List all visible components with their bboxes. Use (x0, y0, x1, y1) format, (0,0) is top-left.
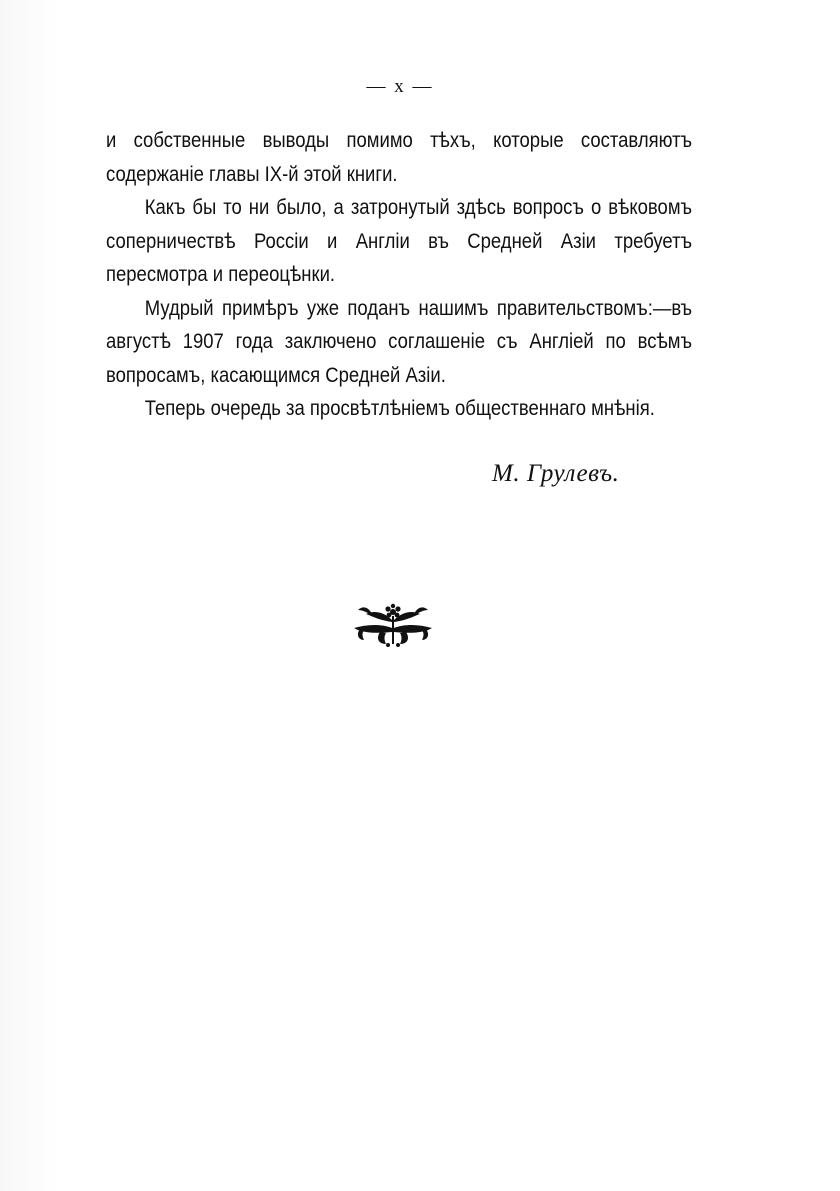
paragraph-continuation: и собственные выводы помимо тѣхъ, которые составляютъ содержаніе главы IX-й этой книги. (106, 129, 693, 186)
scan-edge-shadow (0, 0, 58, 1191)
paragraph-public-opinion: Теперь очередь за просвѣтлѣніемъ общественнаго мнѣнія. (144, 397, 655, 420)
author-signature: М. Грулевъ. (492, 460, 620, 487)
floral-ornament-icon (350, 602, 436, 648)
paragraph-agreement: Мудрый примѣръ уже поданъ нашимъ правительствомъ:—въ августѣ 1907 года заключено соглашеніе съ Англіей по всѣмъ вопросамъ, касающимся Средней Азіи. (106, 296, 693, 387)
body-text (106, 124, 693, 426)
running-head-page-number: — x — (366, 76, 434, 97)
paragraph-rivalry: Какъ бы то ни было, а затронутый здѣсь вопросъ о вѣковомъ соперничествѣ Россіи и Англіи въ Средней Азіи требуетъ пересмотра и переоцѣнки. (106, 196, 693, 286)
